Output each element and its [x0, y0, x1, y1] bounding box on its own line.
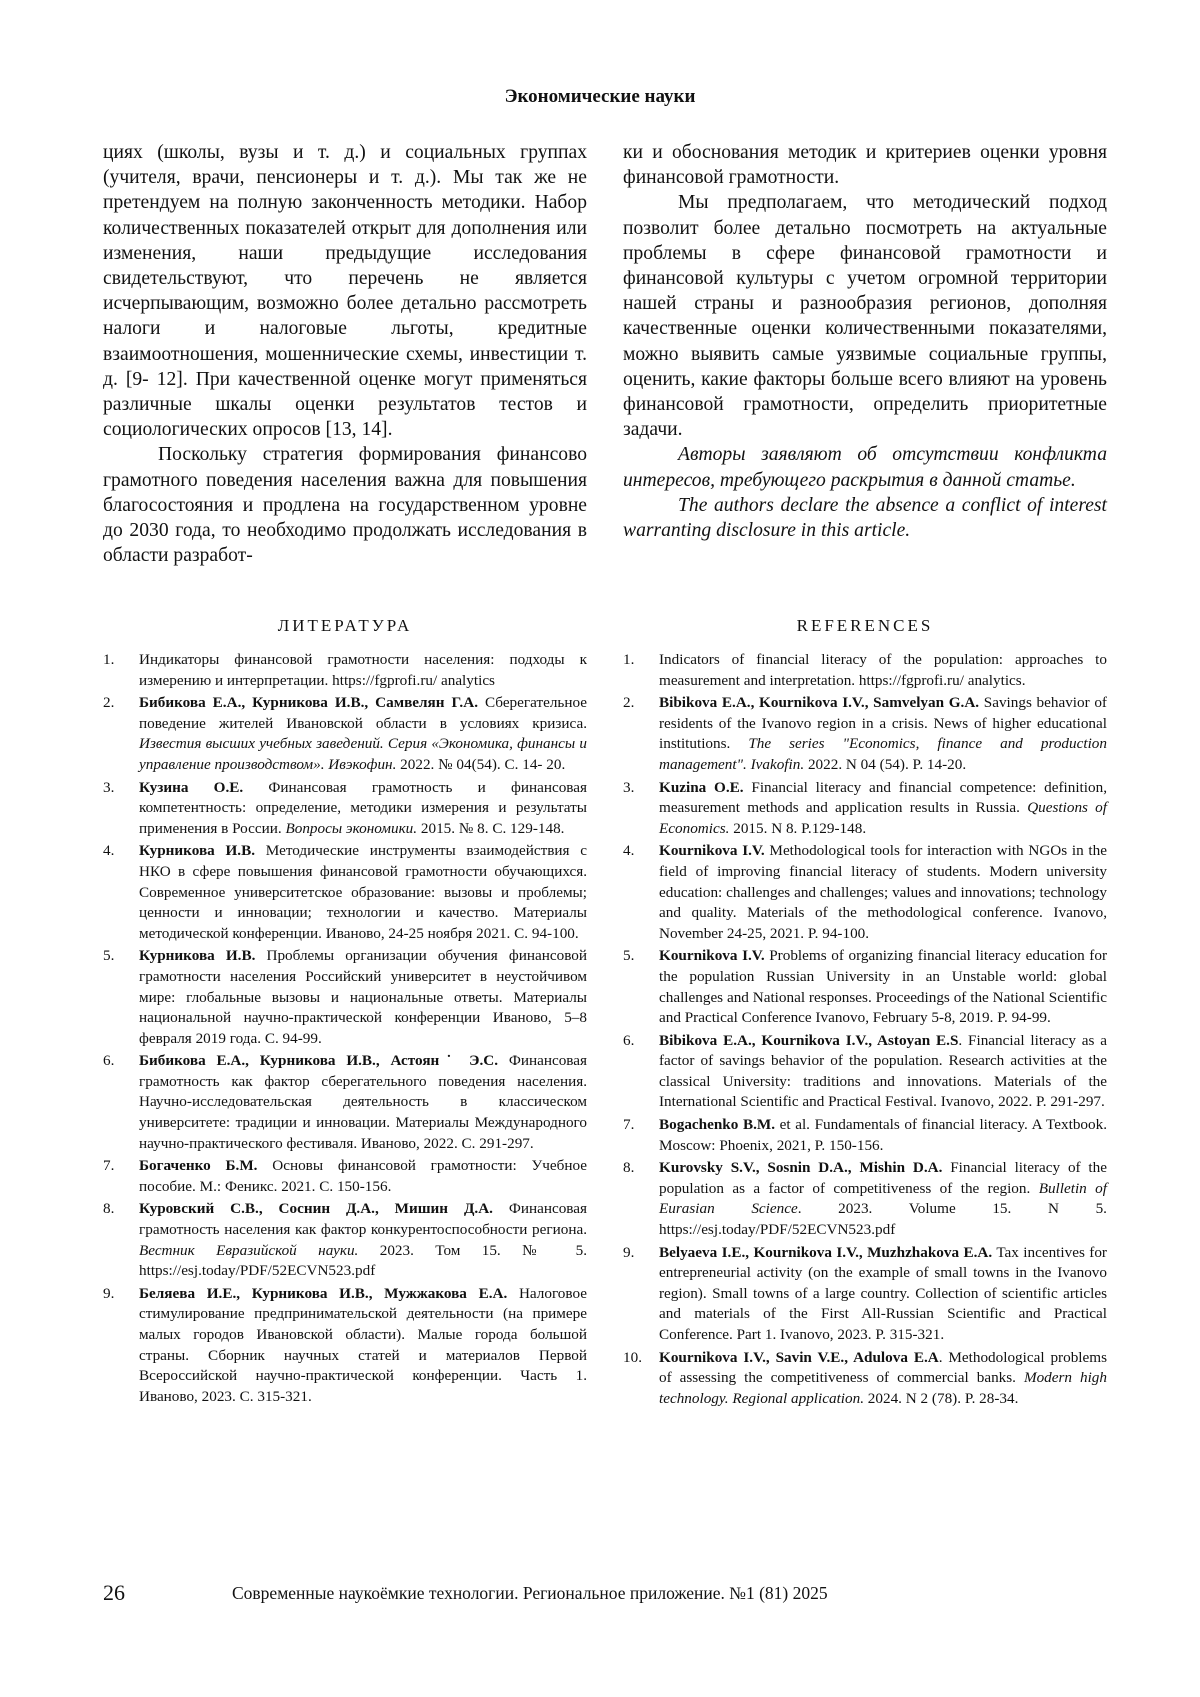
reference-number: 3.: [103, 778, 115, 796]
reference-body: Финансовая грамотность и финансовая компетентность: определение, методики измерения и результаты применения в России.: [139, 778, 588, 837]
reference-number: 10.: [623, 1348, 642, 1366]
reference-authors: Belyaeva I.E., Kournikova I.V., Muzhzhakova E.A.: [659, 1243, 993, 1261]
reference-tail: 2015. № 8. С. 129-148.: [417, 819, 565, 837]
reference-number: 1.: [103, 651, 115, 668]
reference-tail: 2015. N 8. P.129-148.: [729, 819, 867, 837]
journal-title: Современные наукоёмкие технологии. Региональное приложение. №1 (81) 2025: [232, 1583, 828, 1603]
reference-item: [103, 1051, 587, 1154]
reference-authors: Kuzina O.E.: [659, 778, 744, 796]
reference-body: Финансовая грамотность населения как фактор конкурентоспособности региона.: [139, 1200, 587, 1239]
reference-item: [103, 1284, 587, 1408]
reference-text: [139, 693, 587, 775]
reference-body: Indicators of financial literacy of the population: approaches to measurement and interpretation. https://fgprofi.ru/ analytics.: [659, 651, 1107, 689]
reference-text: [139, 841, 587, 944]
reference-authors: Bogachenko B.M.: [659, 1116, 776, 1134]
reference-body: Problems of organizing financial literacy education for the population Russian University in an Unstable world: global challenges and National responses. Proceedings of the National Scientific and Practical Conference Ivanovo, February 5-8, 2019. P. 94-99.: [659, 947, 1107, 1027]
reference-item: [623, 650, 1107, 691]
reference-body: Основы финансовой грамотности: Учебное пособие. М.: Феникс. 2021. С. 150-156.: [139, 1157, 587, 1195]
reference-number: 7.: [623, 1116, 635, 1134]
reference-text: [659, 841, 1107, 944]
reference-body: Savings behavior of residents of the Ivanovo region in a crisis. News of higher educational institutions.: [659, 694, 1107, 753]
reference-authors: Куровский С.В., Соснин Д.А., Мишин Д.А.: [139, 1200, 493, 1218]
reference-body: Методические инструменты взаимодействия с НКО в сфере повышения финансовой грамотности обучающихся. Современное университетское образование: вызовы и проблемы; ценности и инновации; технологии и качество. Материалы методической конференции. Иваново, 24-25 ноября 2021. С. 94-100.: [139, 842, 587, 942]
reference-text: [139, 1284, 587, 1408]
reference-number: 5.: [103, 947, 115, 965]
reference-number: 9.: [103, 1284, 115, 1302]
reference-number: 8.: [103, 1200, 115, 1218]
reference-text: [659, 693, 1107, 775]
reference-body: Financial literacy of the population as a factor of competitiveness of the region.: [659, 1159, 1107, 1197]
page-number: 26: [103, 1580, 125, 1605]
reference-text: [659, 1158, 1107, 1240]
references-list-ru: [103, 650, 587, 1409]
paragraph: Поскольку стратегия формирования финансово грамотного поведения населения важна для повышения благосостояния и продлена на государственном уровне до 2030 года, то необходимо продолжать исследования в области разработ-: [103, 444, 587, 567]
reference-number: 5.: [623, 947, 635, 965]
reference-text: [139, 778, 587, 840]
reference-tail: 2024. N 2 (78). P. 28-34.: [864, 1389, 1019, 1407]
reference-item: [623, 1115, 1107, 1156]
reference-text: [139, 1051, 587, 1154]
reference-authors: Bibikova E.A., Kournikova I.V., Astoyan E.S: [659, 1031, 959, 1049]
reference-authors: Bibikova E.A., Kournikova I.V., Samvelyan G.A.: [659, 694, 980, 712]
reference-authors: Kournikova I.V.: [659, 842, 765, 860]
reference-body: Сберегательное поведение жителей Ивановской области в условиях кризиса.: [139, 694, 588, 732]
paragraph: Мы предполагаем, что методический подход позволит более детально посмотреть на актуальные проблемы в сфере финансовой грамотности и финансовой культуры с учетом огромной территории нашей страны и разнообразия регионов, дополняя качественные оценки количественными показателями, можно выявить самые уязвимые социальные группы, оценить, какие факторы больше всего влияют на уровень финансовой грамотности, определить приоритетные задачи.: [623, 192, 1107, 441]
reference-item: [103, 693, 587, 775]
conflict-statement-en: The authors declare the absence a conflict of interest warranting disclosure in this article.: [623, 494, 1107, 542]
reference-text: [659, 1348, 1107, 1410]
reference-authors: Курникова И.В.: [139, 947, 256, 965]
reference-number: 6.: [623, 1031, 635, 1049]
reference-number: 4.: [103, 842, 115, 860]
paragraph: циях (школы, вузы и т. д.) и социальных группах (учителя, врачи, пенсионеры и т. д.). Мы так же не претендуем на полную законченность методики. Набор количественных показателей открыт для дополнения или изменения, наши предыдущие исследования свидетельствуют, что перечень не является исчерпывающим, возможно более детально рассмотреть налоги и налоговые льготы, кредитные взаимоотношения, мошеннические схемы, инвестиции т. д. [9- 12]. При качественной оценке могут применяться различные шкалы оценки результатов тестов и социологических опросов [13, 14].: [103, 142, 587, 441]
reference-journal: Вестник Евразийской науки.: [139, 1241, 359, 1259]
reference-item: [623, 778, 1107, 840]
reference-tail: 2022. N 04 (54). P. 14-20.: [804, 755, 967, 773]
reference-tail: 2022. № 04(54). С. 14- 20.: [396, 755, 566, 773]
reference-body: et al. Fundamentals of financial literacy. A Textbook. Moscow: Phoenix, 2021, P. 150-156.: [659, 1116, 1107, 1154]
reference-number: 4.: [623, 842, 635, 860]
reference-text: [139, 1156, 587, 1197]
reference-journal: Вопросы экономики.: [285, 819, 418, 837]
reference-journal: Modern high technology. Regional application.: [659, 1369, 1107, 1407]
reference-journal: Известия высших учебных заведений. Серия «Экономика, финансы и управление производством». Ивэкофин.: [139, 735, 587, 773]
reference-authors: Кузина О.Е.: [139, 778, 244, 796]
reference-number: 9.: [623, 1243, 635, 1261]
reference-tail: . 2023. Volume 15. N 5. https://esj.today/PDF/52ECVN523.pdf: [659, 1200, 1107, 1239]
conflict-statement-ru: Авторы заявляют об отсутствии конфликта интересов, требующего раскрытия в данной статье.: [623, 444, 1107, 491]
reference-item: [623, 1348, 1107, 1410]
reference-item: [103, 1199, 587, 1281]
reference-authors: Бибикова Е.А., Курникова И.В., Астоян˙ Э.С.: [139, 1052, 499, 1070]
references-heading-ru: ЛИТЕРАТУРА: [277, 616, 413, 635]
reference-number: 2.: [103, 694, 115, 712]
reference-journal: The series "Economics, finance and production management". Ivakofin.: [659, 735, 1107, 773]
reference-text: [139, 1199, 587, 1281]
reference-item: [623, 841, 1107, 944]
reference-body: Финансовая грамотность как фактор сберегательного поведения населения. Научно-исследовательская деятельность в классическом университете: традиции и инновации. Материалы Международного научно-практического фестиваля. Иваново, 2022. С. 291-297.: [139, 1052, 588, 1152]
reference-text: [139, 946, 587, 1049]
reference-body: Methodological tools for interaction with NGOs in the field of improving financial literacy of students. Modern university education: challenges and challenges; values and innovations; technology and quality. Materials of the methodological conference. Ivanovo, November 24-25, 2021. P. 94-100.: [659, 842, 1107, 942]
reference-item: [103, 1156, 587, 1197]
reference-number: 7.: [103, 1157, 115, 1175]
references-list-en: [623, 650, 1107, 1411]
reference-text: [659, 778, 1107, 840]
reference-text: [139, 650, 587, 691]
section-title: Экономические науки: [504, 86, 696, 107]
body-column-right: [623, 140, 1107, 543]
reference-journal: Bulletin of Eurasian Science: [659, 1179, 1107, 1218]
reference-body: . Financial literacy as a factor of savings behavior of the population. Research activities at the classical University: traditions and innovations. Materials of the International Scientific and Practical Festival. Ivanovo, 2022. P. 291-297.: [659, 1031, 1107, 1111]
reference-authors: Kournikova I.V.: [659, 947, 765, 965]
reference-journal: Questions of Economics.: [659, 799, 1107, 837]
reference-item: [623, 946, 1107, 1028]
reference-item: [623, 1031, 1107, 1113]
reference-text: [659, 1031, 1107, 1113]
reference-number: 1.: [623, 651, 635, 668]
reference-body: Проблемы организации обучения финансовой грамотности населения Российский университет в неустойчивом мире: глобальные вызовы и национальные ответы. Материалы национальной научно-практической конференции Иваново, 5–8 февраля 2019 года. С. 94-99.: [139, 947, 587, 1047]
reference-authors: Курникова И.В.: [139, 842, 256, 860]
reference-authors: Kournikova I.V., Savin V.E., Adulova E.A: [659, 1348, 939, 1366]
reference-item: [623, 1158, 1107, 1240]
reference-item: [103, 841, 587, 944]
reference-authors: Kurovsky S.V., Sosnin D.A., Mishin D.A.: [659, 1159, 943, 1177]
references-heading-en: REFERENCES: [796, 616, 934, 635]
body-column-left: [103, 140, 587, 568]
reference-authors: Богаченко Б.М.: [139, 1157, 258, 1175]
reference-item: [623, 693, 1107, 775]
reference-item: [103, 946, 587, 1049]
reference-body: Tax incentives for entrepreneurial activity (on the example of small towns in the Ivanovo region). Small towns of a large country. Collection of scientific articles and materials of the First All-Russian Scientific and Practical Conference. Part 1. Ivanovo, 2023. P. 315-321.: [659, 1243, 1107, 1343]
reference-number: 8.: [623, 1159, 635, 1177]
reference-item: [103, 650, 587, 691]
reference-number: 6.: [103, 1052, 115, 1070]
reference-text: [659, 1243, 1107, 1346]
reference-text: [659, 946, 1107, 1028]
reference-authors: Бибикова Е.А., Курникова И.В., Самвелян Г.А.: [139, 694, 478, 712]
reference-number: 3.: [623, 778, 635, 796]
reference-text: [659, 650, 1107, 691]
reference-body: Налоговое стимулирование предпринимательской деятельности (на примере малых городов Ивановской области). Малые города большой страны. Сборник научных статей и материалов Первой Всероссийской научно-практической конференции. Часть 1. Иваново, 2023. С. 315-321.: [139, 1284, 587, 1405]
reference-item: [103, 778, 587, 840]
reference-authors: Беляева И.Е., Курникова И.В., Мужжакова Е.А.: [139, 1284, 508, 1302]
reference-text: [659, 1115, 1107, 1156]
reference-body: Индикаторы финансовой грамотности населения: подходы к измерению и интерпретации. https://fgprofi.ru/ analytics: [139, 651, 587, 689]
reference-number: 2.: [623, 694, 635, 712]
reference-item: [623, 1243, 1107, 1346]
reference-body: Financial literacy and financial competence: definition, measurement methods and application results in Russia.: [659, 778, 1107, 817]
paragraph: ки и обоснования методик и критериев оценки уровня финансовой грамотности.: [623, 142, 1107, 189]
reference-tail: 2023. Том 15. № 5. https://esj.today/PDF/52ECVN523.pdf: [139, 1241, 588, 1280]
reference-body: . Methodological problems of assessing the competitiveness of commercial banks.: [659, 1348, 1107, 1387]
